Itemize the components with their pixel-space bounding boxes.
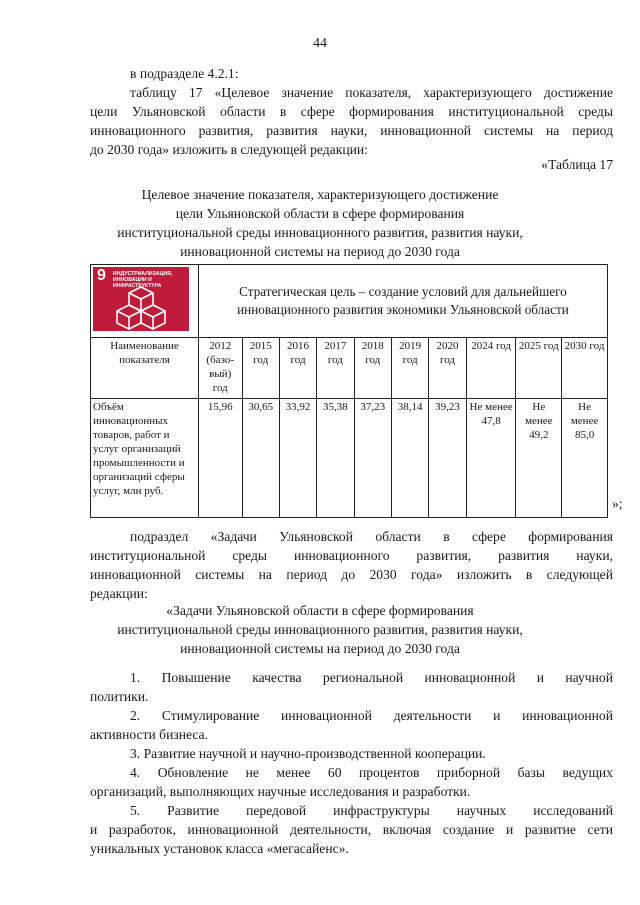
year-header-2019: 2019 год: [391, 338, 428, 399]
indicator-table: [90, 264, 608, 518]
intro-line-5: до 2030 года» изложить в следующей редакции:: [90, 142, 368, 157]
subsection-line-2: институциональной среды инновационного развития, развития науки,: [90, 548, 613, 563]
value-2012: 15,96: [198, 399, 242, 518]
sdg-logo-text: ИНДУСТРИАЛИЗАЦИЯ, ИННОВАЦИИ И ИНФРАСТРУКТУРА: [113, 271, 173, 289]
value-2025: Не менее 49,2: [516, 399, 562, 518]
intro-line-4: инновационного развития, развития науки, инновационной системы на период: [90, 123, 613, 138]
intro-line-3: цели Ульяновской области в сфере формирования институциональной среды: [90, 104, 613, 119]
indicator-name-header-line-1: Наименование: [110, 340, 179, 352]
indicator-name-header: [91, 338, 199, 399]
subsection-line-1: подраздел «Задачи Ульяновской области в сфере формирования: [130, 529, 613, 544]
year-header-2017: 2017 год: [317, 338, 354, 399]
tasks-heading-2: институциональной среды инновационного развития, развития науки,: [117, 622, 523, 637]
value-2016: 33,92: [279, 399, 316, 518]
value-2030: Не менее 85,0: [562, 399, 608, 518]
task-4-line-2: организаций, выполняющих научные исследования и разработки.: [90, 784, 471, 799]
sdg-logo-cell: [91, 265, 199, 338]
task-5-line-1: 5. Развитие передовой инфраструктуры научных исследований: [130, 803, 613, 818]
table-heading-3: институциональной среды инновационного развития, развития науки,: [117, 225, 523, 240]
table-reference: «Таблица 17: [541, 157, 613, 172]
table-heading-1: Целевое значение показателя, характеризующего достижение: [141, 187, 499, 202]
intro-line-2: таблицу 17 «Целевое значение показателя, характеризующего достижение: [130, 85, 613, 100]
year-header-2012: 2012 (базо-вый) год: [198, 338, 242, 399]
value-2020: 39,23: [429, 399, 466, 518]
year-header-2016: 2016 год: [279, 338, 316, 399]
task-3: 3. Развитие научной и научно-производственной кооперации.: [130, 746, 486, 761]
page-number: 44: [313, 36, 327, 51]
tasks-heading-3: инновационной системы на период до 2030 года: [180, 641, 460, 656]
tasks-heading-1: «Задачи Ульяновской области в сфере формирования: [166, 603, 474, 618]
value-2017: 35,38: [317, 399, 354, 518]
task-4-line-1: 4. Обновление не менее 60 процентов приборной базы ведущих: [130, 765, 613, 780]
table-closing-quote: »;: [612, 496, 623, 511]
year-header-2025: 2025 год: [516, 338, 562, 399]
task-5-line-3: уникальных установок класса «мегасайенс».: [90, 841, 349, 856]
subsection-line-3: инновационной системы на период до 2030 года» изложить в следующей: [90, 567, 613, 582]
sdg-9-logo: [93, 267, 189, 331]
strategic-goal-cell: [198, 265, 607, 338]
year-header-2030: 2030 год: [562, 338, 608, 399]
year-header-2018: 2018 год: [354, 338, 391, 399]
cubes-icon: [93, 267, 189, 331]
value-2015: 30,65: [242, 399, 279, 518]
year-header-2024: 2024 год: [466, 338, 516, 399]
table-heading-4: инновационной системы на период до 2030 года: [180, 244, 460, 259]
indicator-name: Объём инновационных товаров, работ и услуг организаций промышленности и организаций сферы услуг, млн руб.: [91, 399, 199, 518]
year-header-2020: 2020 год: [429, 338, 466, 399]
value-2018: 37,23: [354, 399, 391, 518]
task-5-line-2: и разработок, инновационной деятельности, включая создание и развитие сети: [90, 822, 613, 837]
table-heading-2: цели Ульяновской области в сфере формирования: [175, 206, 465, 221]
value-2024: Не менее 47,8: [466, 399, 516, 518]
task-1-line-1: 1. Повышение качества региональной инновационной и научной: [130, 670, 613, 685]
sdg-logo-number: 9: [97, 267, 106, 284]
value-2019: 38,14: [391, 399, 428, 518]
task-2-line-2: активности бизнеса.: [90, 727, 208, 742]
task-2-line-1: 2. Стимулирование инновационной деятельности и инновационной: [130, 708, 613, 723]
year-header-2015: 2015 год: [242, 338, 279, 399]
task-1-line-2: политики.: [90, 689, 149, 704]
strategic-goal-line-1: Стратегическая цель – создание условий для дальнейшего: [239, 284, 567, 299]
strategic-goal-line-2: инновационного развития экономики Ульяновской области: [237, 302, 569, 317]
intro-line-1: в подразделе 4.2.1:: [130, 66, 239, 81]
subsection-line-4: редакции:: [90, 586, 148, 601]
indicator-name-header-line-2: показателя: [119, 354, 170, 366]
